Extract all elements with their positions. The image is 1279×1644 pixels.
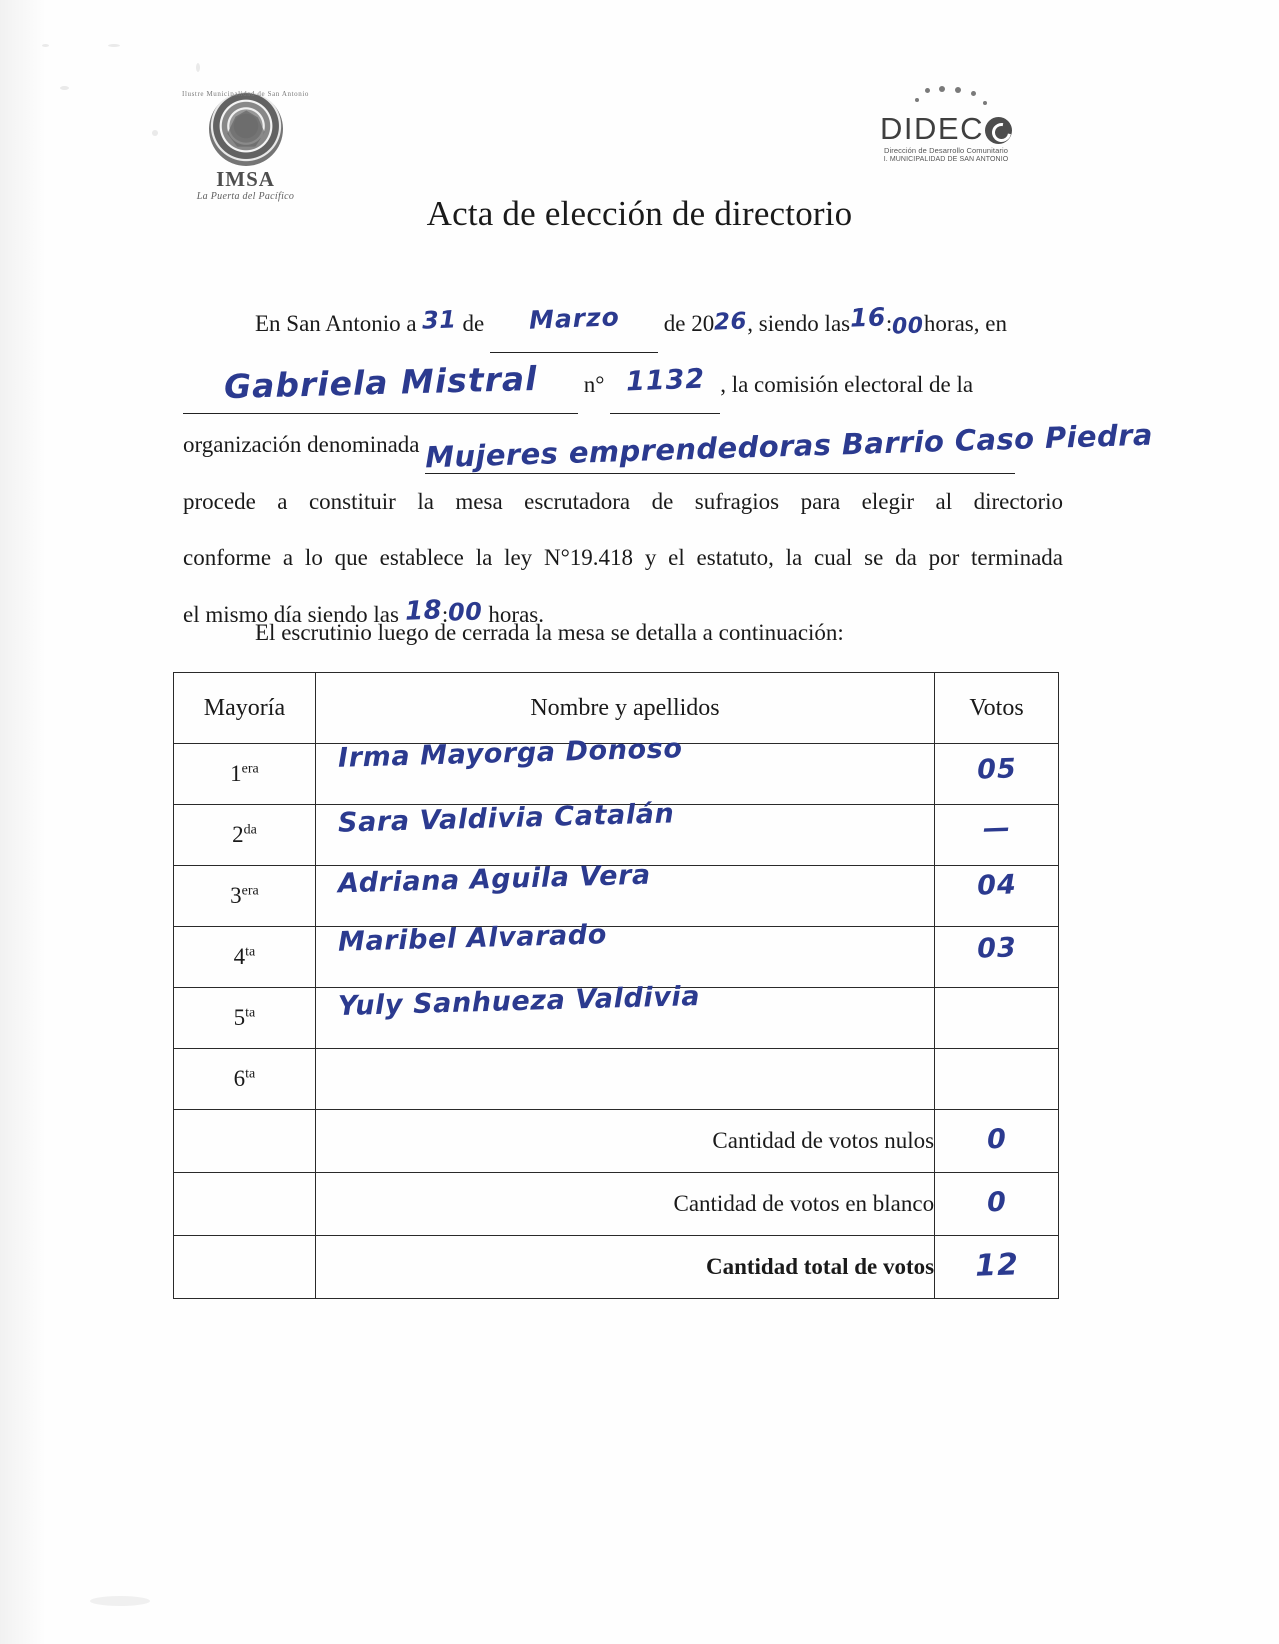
row-order-number: 6 [233, 1066, 246, 1091]
row-order-number: 3 [230, 883, 242, 908]
row-order-4 [174, 927, 316, 988]
handwritten-candidate-name: Yuly Sanhueza Valdivia [337, 980, 701, 1023]
row-order-suffix: ta [245, 1066, 256, 1082]
handwritten-vote-count: — [982, 812, 1012, 845]
handwritten-blank-votes: 0 [986, 1186, 1007, 1219]
handwritten-month: Marzo [528, 302, 620, 335]
body-line-5: conforme a lo que establece la ley N°19.418 y el estatuto, la cual se da por terminada [183, 545, 1063, 570]
body-line-1 [183, 295, 1063, 353]
table-row [174, 805, 1059, 866]
summary-label-blank-votes: Cantidad de votos en blanco [315, 1173, 934, 1236]
row-votes-5 [935, 988, 1059, 1049]
row-order-5 [174, 988, 316, 1049]
row-order-number: 4 [233, 944, 246, 969]
scan-speck [196, 63, 200, 72]
body-text-i: el mismo día siendo las [183, 602, 399, 627]
handwritten-vote-count: 05 [976, 753, 1017, 786]
row-order-suffix: ta [245, 944, 256, 960]
table-row [174, 866, 1059, 927]
summary-value-null-votes [935, 1110, 1059, 1173]
handwritten-address: Gabriela Mistral [223, 358, 538, 407]
body-text-h: organización denominada [183, 432, 420, 457]
handwritten-null-votes: 0 [986, 1123, 1007, 1156]
body-line-4: procede a constituir la mesa escrutadora de sufragios para elegir al directorio [183, 489, 1063, 514]
row-votes-4 [935, 927, 1059, 988]
document-body [183, 295, 1154, 643]
row-order-6 [174, 1049, 316, 1110]
body-line-3 [183, 414, 1154, 475]
row-order-suffix: ta [245, 1005, 256, 1021]
handwritten-candidate-name: Adriana Aguila Vera [337, 859, 652, 900]
body-text-f: n° [583, 372, 605, 397]
imsa-ring-text: Ilustre Municipalidad de San Antonio [182, 90, 309, 98]
imsa-seal-icon [182, 90, 309, 166]
dideco-subtitle-2: I. MUNICIPALIDAD DE SAN ANTONIO [883, 156, 1009, 163]
row-name-6 [315, 1049, 934, 1110]
row-order-number: 5 [233, 1005, 246, 1030]
summary-row-total [174, 1236, 1059, 1299]
row-order-2 [174, 805, 316, 866]
scan-edge-shadow [0, 0, 46, 1644]
column-header-votos: Votos [935, 673, 1059, 744]
body-text-b: de [462, 311, 485, 336]
table-row [174, 1049, 1059, 1110]
dideco-wordmark [880, 112, 1012, 144]
body-text-j: horas. [488, 602, 544, 627]
election-results-table [173, 672, 1059, 1299]
handwritten-organization: Mujeres emprendedoras Barrio Caso Piedra [424, 417, 1154, 475]
handwritten-end-minute: 00 [447, 597, 484, 627]
dideco-logo [841, 86, 1051, 163]
handwritten-end-hour: 18 [404, 595, 443, 627]
handwritten-year: 26 [713, 308, 748, 336]
scan-speck [108, 44, 120, 47]
row-order-suffix: era [241, 883, 259, 899]
handwritten-candidate-name: Sara Valdivia Catalán [337, 798, 675, 839]
scan-speck [42, 44, 49, 47]
handwritten-vote-count: 04 [976, 869, 1017, 902]
body-text-g: , la comisión electoral de la [720, 372, 974, 397]
body-text-c: de 20 [663, 311, 715, 336]
summary-value-blank-votes [935, 1173, 1059, 1236]
dideco-swirl-icon [985, 117, 1012, 144]
row-name-5 [315, 980, 934, 1049]
table-header-row [174, 673, 1059, 744]
row-votes-1 [935, 744, 1059, 805]
column-header-mayoria: Mayoría [174, 673, 316, 744]
summary-blank-cell [174, 1236, 316, 1299]
time-colon-2: : [441, 602, 449, 627]
column-header-nombre: Nombre y apellidos [315, 673, 934, 744]
row-order-number: 1 [230, 761, 242, 786]
scan-speck [90, 1596, 150, 1606]
dideco-wordmark-text: DIDEC [880, 111, 984, 146]
row-name-2 [315, 798, 934, 866]
row-order-1 [174, 744, 316, 805]
handwritten-address-number: 1132 [625, 363, 706, 398]
imsa-tagline: La Puerta del Pacífico [196, 191, 295, 202]
summary-row-null [174, 1110, 1059, 1173]
dideco-dots-icon [841, 86, 1051, 112]
row-votes-2 [935, 805, 1059, 866]
summary-blank-cell [174, 1110, 316, 1173]
handwritten-candidate-name: Maribel Alvarado [337, 919, 608, 958]
handwritten-candidate-name: Irma Mayorga Donoso [337, 733, 683, 774]
scrutiny-note: El escrutinio luego de cerrada la mesa se detalla a continuación: [255, 620, 844, 645]
summary-label-total-votes: Cantidad total de votos [315, 1236, 934, 1299]
dideco-subtitle-1: Dirección de Desarrollo Comunitario [884, 146, 1008, 155]
row-order-suffix: era [241, 761, 259, 777]
summary-row-blank [174, 1173, 1059, 1236]
handwritten-total-votes: 12 [974, 1247, 1020, 1284]
body-text-e: horas, en [923, 311, 1007, 336]
handwritten-start-hour: 16 [849, 302, 887, 333]
imsa-name: IMSA [216, 167, 275, 191]
row-name-4 [315, 919, 934, 988]
page-title: Acta de elección de directorio [426, 194, 853, 233]
row-name-1 [315, 733, 934, 805]
summary-blank-cell [174, 1173, 316, 1236]
document-header [0, 78, 1279, 202]
body-text-d: , siendo las [747, 311, 851, 336]
handwritten-day: 31 [421, 305, 458, 335]
table-row [174, 927, 1059, 988]
row-order-suffix: da [243, 822, 257, 838]
row-order-3 [174, 866, 316, 927]
summary-label-null-votes: Cantidad de votos nulos [315, 1110, 934, 1173]
body-text-a: En San Antonio a [255, 311, 417, 336]
handwritten-start-minute: 00 [891, 313, 925, 340]
body-line-2 [183, 353, 1063, 414]
row-order-number: 2 [232, 822, 244, 847]
time-colon-1: : [885, 311, 893, 336]
summary-value-total-votes [935, 1236, 1059, 1299]
imsa-logo [183, 92, 308, 202]
table-row [174, 744, 1059, 805]
handwritten-vote-count: 03 [976, 932, 1017, 965]
table-row [174, 988, 1059, 1049]
row-name-3 [315, 859, 934, 927]
row-votes-3 [935, 866, 1059, 927]
row-votes-6 [935, 1049, 1059, 1110]
